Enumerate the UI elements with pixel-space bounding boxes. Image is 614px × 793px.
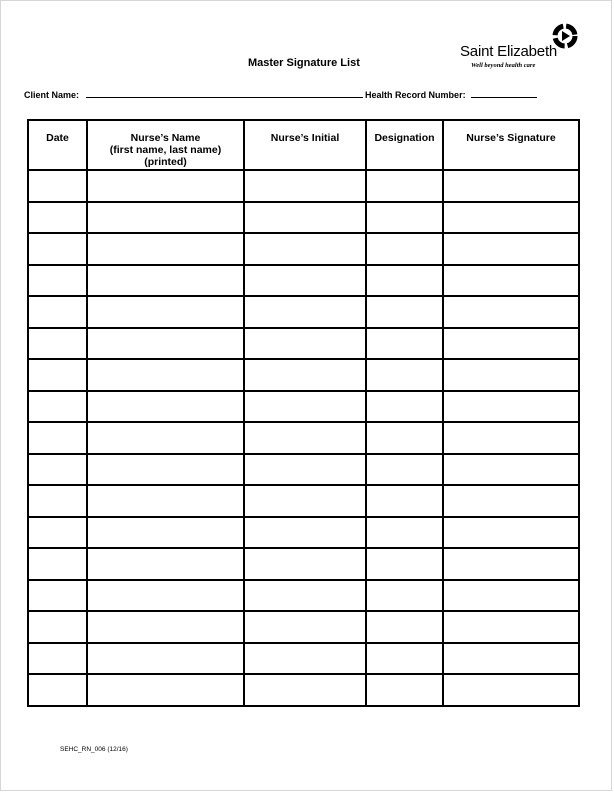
cell-designation[interactable] bbox=[366, 265, 443, 297]
cell-date[interactable] bbox=[28, 485, 87, 517]
cell-nurse-signature[interactable] bbox=[443, 170, 579, 202]
cell-nurse-initial[interactable] bbox=[244, 674, 366, 706]
cell-nurse-name[interactable] bbox=[87, 454, 244, 486]
cell-nurse-name[interactable] bbox=[87, 611, 244, 643]
table-row bbox=[28, 548, 579, 580]
cell-nurse-signature[interactable] bbox=[443, 643, 579, 675]
cell-nurse-initial[interactable] bbox=[244, 643, 366, 675]
cell-nurse-initial[interactable] bbox=[244, 517, 366, 549]
cell-nurse-name[interactable] bbox=[87, 485, 244, 517]
cell-date[interactable] bbox=[28, 674, 87, 706]
cell-nurse-initial[interactable] bbox=[244, 296, 366, 328]
cell-nurse-name[interactable] bbox=[87, 328, 244, 360]
cell-nurse-signature[interactable] bbox=[443, 454, 579, 486]
cell-nurse-signature[interactable] bbox=[443, 296, 579, 328]
cell-date[interactable] bbox=[28, 611, 87, 643]
table-row bbox=[28, 265, 579, 297]
table-header-row bbox=[28, 120, 579, 170]
cell-designation[interactable] bbox=[366, 643, 443, 675]
cell-nurse-initial[interactable] bbox=[244, 485, 366, 517]
signature-table-body bbox=[28, 170, 579, 706]
table-row bbox=[28, 454, 579, 486]
client-name-field[interactable] bbox=[86, 89, 363, 98]
cell-nurse-signature[interactable] bbox=[443, 359, 579, 391]
cell-nurse-signature[interactable] bbox=[443, 580, 579, 612]
table-row bbox=[28, 674, 579, 706]
table-row bbox=[28, 296, 579, 328]
cell-designation[interactable] bbox=[366, 328, 443, 360]
cell-nurse-initial[interactable] bbox=[244, 265, 366, 297]
table-row bbox=[28, 391, 579, 423]
saint-elizabeth-logo-icon bbox=[552, 23, 578, 49]
header-designation: Designation bbox=[366, 120, 443, 170]
header-nurse-signature: Nurse’s Signature bbox=[443, 120, 579, 170]
table-row bbox=[28, 611, 579, 643]
cell-date[interactable] bbox=[28, 202, 87, 234]
cell-nurse-initial[interactable] bbox=[244, 611, 366, 643]
cell-nurse-signature[interactable] bbox=[443, 611, 579, 643]
cell-nurse-signature[interactable] bbox=[443, 265, 579, 297]
cell-nurse-initial[interactable] bbox=[244, 233, 366, 265]
header-nurse-name: Nurse’s Name (first name, last name) (printed) bbox=[87, 120, 244, 170]
table-row bbox=[28, 517, 579, 549]
cell-designation[interactable] bbox=[366, 454, 443, 486]
cell-nurse-name[interactable] bbox=[87, 170, 244, 202]
cell-designation[interactable] bbox=[366, 580, 443, 612]
table-row bbox=[28, 422, 579, 454]
cell-designation[interactable] bbox=[366, 391, 443, 423]
cell-date[interactable] bbox=[28, 548, 87, 580]
cell-nurse-name[interactable] bbox=[87, 296, 244, 328]
cell-nurse-initial[interactable] bbox=[244, 548, 366, 580]
cell-designation[interactable] bbox=[366, 202, 443, 234]
cell-nurse-signature[interactable] bbox=[443, 422, 579, 454]
cell-nurse-name[interactable] bbox=[87, 548, 244, 580]
cell-date[interactable] bbox=[28, 170, 87, 202]
form-code: SEHC_RN_006 (12/16) bbox=[60, 746, 128, 753]
cell-nurse-initial[interactable] bbox=[244, 359, 366, 391]
cell-nurse-name[interactable] bbox=[87, 517, 244, 549]
table-row bbox=[28, 233, 579, 265]
cell-designation[interactable] bbox=[366, 485, 443, 517]
cell-date[interactable] bbox=[28, 233, 87, 265]
cell-nurse-signature[interactable] bbox=[443, 517, 579, 549]
cell-nurse-name[interactable] bbox=[87, 202, 244, 234]
cell-date[interactable] bbox=[28, 296, 87, 328]
cell-nurse-initial[interactable] bbox=[244, 328, 366, 360]
table-row bbox=[28, 643, 579, 675]
cell-designation[interactable] bbox=[366, 517, 443, 549]
table-row bbox=[28, 359, 579, 391]
cell-nurse-name[interactable] bbox=[87, 580, 244, 612]
health-record-number-label: Health Record Number: bbox=[365, 90, 466, 100]
cell-date[interactable] bbox=[28, 391, 87, 423]
cell-date[interactable] bbox=[28, 422, 87, 454]
cell-nurse-initial[interactable] bbox=[244, 202, 366, 234]
cell-designation[interactable] bbox=[366, 611, 443, 643]
document-title: Master Signature List bbox=[248, 57, 360, 69]
cell-nurse-name[interactable] bbox=[87, 422, 244, 454]
cell-nurse-signature[interactable] bbox=[443, 391, 579, 423]
cell-nurse-signature[interactable] bbox=[443, 485, 579, 517]
cell-nurse-signature[interactable] bbox=[443, 674, 579, 706]
cell-nurse-name[interactable] bbox=[87, 233, 244, 265]
cell-nurse-name[interactable] bbox=[87, 265, 244, 297]
cell-nurse-initial[interactable] bbox=[244, 170, 366, 202]
cell-nurse-initial[interactable] bbox=[244, 391, 366, 423]
cell-nurse-initial[interactable] bbox=[244, 454, 366, 486]
header-nurse-initial: Nurse’s Initial bbox=[244, 120, 366, 170]
cell-date[interactable] bbox=[28, 265, 87, 297]
cell-nurse-signature[interactable] bbox=[443, 202, 579, 234]
signature-table bbox=[27, 119, 580, 707]
cell-date[interactable] bbox=[28, 580, 87, 612]
client-name-label: Client Name: bbox=[24, 90, 80, 100]
cell-nurse-signature[interactable] bbox=[443, 548, 579, 580]
cell-designation[interactable] bbox=[366, 674, 443, 706]
cell-nurse-signature[interactable] bbox=[443, 328, 579, 360]
cell-nurse-name[interactable] bbox=[87, 391, 244, 423]
cell-date[interactable] bbox=[28, 328, 87, 360]
header-date: Date bbox=[28, 120, 87, 170]
cell-date[interactable] bbox=[28, 517, 87, 549]
cell-designation[interactable] bbox=[366, 296, 443, 328]
table-row bbox=[28, 485, 579, 517]
cell-date[interactable] bbox=[28, 454, 87, 486]
cell-nurse-name[interactable] bbox=[87, 359, 244, 391]
cell-nurse-name[interactable] bbox=[87, 643, 244, 675]
cell-date[interactable] bbox=[28, 643, 87, 675]
cell-date[interactable] bbox=[28, 359, 87, 391]
cell-designation[interactable] bbox=[366, 548, 443, 580]
table-row bbox=[28, 202, 579, 234]
table-row bbox=[28, 328, 579, 360]
cell-nurse-name[interactable] bbox=[87, 674, 244, 706]
table-row bbox=[28, 580, 579, 612]
brand-tagline: Well beyond health care bbox=[471, 62, 536, 69]
cell-designation[interactable] bbox=[366, 422, 443, 454]
cell-nurse-signature[interactable] bbox=[443, 233, 579, 265]
client-info-line bbox=[24, 89, 537, 100]
cell-designation[interactable] bbox=[366, 233, 443, 265]
cell-designation[interactable] bbox=[366, 359, 443, 391]
cell-designation[interactable] bbox=[366, 170, 443, 202]
table-row bbox=[28, 170, 579, 202]
brand-name: Saint Elizabeth bbox=[460, 43, 558, 60]
cell-nurse-initial[interactable] bbox=[244, 422, 366, 454]
cell-nurse-initial[interactable] bbox=[244, 580, 366, 612]
health-record-number-field[interactable] bbox=[471, 89, 537, 98]
